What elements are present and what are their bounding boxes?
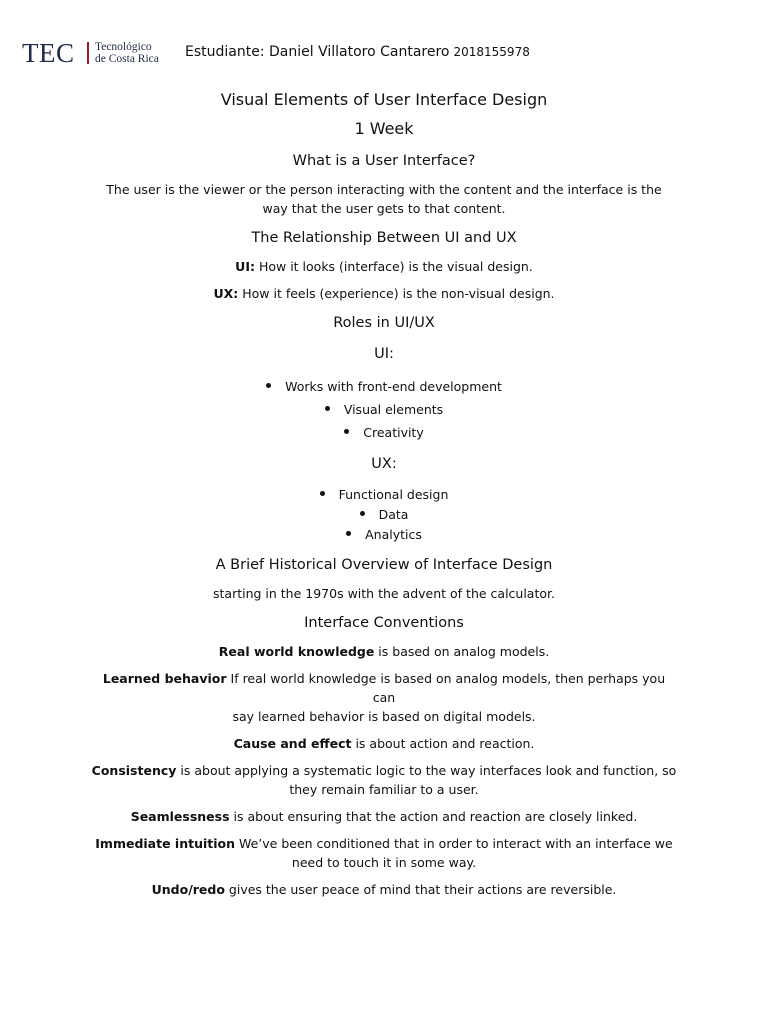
heading-roles-ui: UI: <box>374 346 394 362</box>
institution-name-line2: de Costa Rica <box>95 53 159 65</box>
paragraph-seamlessness: Seamlessness is about ensuring that the action and reaction are closely linked. <box>130 809 638 824</box>
heading-history: A Brief Historical Overview of Interface Design <box>215 557 553 573</box>
heading-conventions: Interface Conventions <box>304 615 464 631</box>
list-item: Creativity <box>90 421 678 444</box>
paragraph-consistency: Consistency is about applying a systematic logic to the way interfaces look and function, so they remain familiar to a user. <box>91 763 677 797</box>
paragraph-undo-redo: Undo/redo gives the user peace of mind that their actions are reversible. <box>151 882 617 897</box>
heading-roles: Roles in UI/UX <box>333 315 435 331</box>
list-item: Analytics <box>90 525 678 545</box>
paragraph-learned-behavior: Learned behavior If real world knowledge is based on analog models, then perhaps you can say learned behavior is based on digital models. <box>102 671 666 724</box>
logo-divider <box>87 42 89 64</box>
paragraph-what-is-ui: The user is the viewer or the person interacting with the content and the interface is the way that the user gets to that content. <box>106 182 662 216</box>
list-item: Data <box>90 505 678 525</box>
document-body <box>90 87 678 899</box>
paragraph-cause-effect: Cause and effect is about action and reaction. <box>233 736 535 751</box>
ux-roles-list <box>90 485 678 545</box>
student-id: 2018155978 <box>453 45 530 59</box>
document-week: 1 Week <box>354 119 414 138</box>
institution-name <box>95 41 159 65</box>
paragraph-ui-definition: UI: How it looks (interface) is the visual design. <box>235 259 533 274</box>
bullet-icon <box>344 429 349 434</box>
header <box>22 38 742 72</box>
student-info <box>185 43 530 61</box>
heading-relationship: The Relationship Between UI and UX <box>251 230 517 246</box>
institution-name-line1: Tecnológico <box>95 41 152 53</box>
bullet-icon <box>325 406 330 411</box>
heading-roles-ux: UX: <box>371 456 397 472</box>
document-title: Visual Elements of User Interface Design <box>220 90 548 109</box>
paragraph-intuition: Immediate intuition We’ve been conditioned that in order to interact with an interface we need to touch it in some way. <box>95 836 673 870</box>
bullet-icon <box>346 531 351 536</box>
bullet-icon <box>360 511 365 516</box>
paragraph-ux-definition: UX: How it feels (experience) is the non-visual design. <box>213 286 555 301</box>
list-item: Functional design <box>90 485 678 505</box>
paragraph-history: starting in the 1970s with the advent of the calculator. <box>213 586 555 601</box>
paragraph-real-world: Real world knowledge is based on analog models. <box>218 644 550 659</box>
heading-what-is-ui: What is a User Interface? <box>292 153 476 169</box>
tec-logo: TEC <box>22 38 75 68</box>
list-item: Visual elements <box>90 398 678 421</box>
student-label: Estudiante: Daniel Villatoro Cantarero <box>185 44 450 60</box>
bullet-icon <box>266 383 271 388</box>
ui-roles-list <box>90 375 678 444</box>
bullet-icon <box>320 491 325 496</box>
list-item: Works with front-end development <box>90 375 678 398</box>
